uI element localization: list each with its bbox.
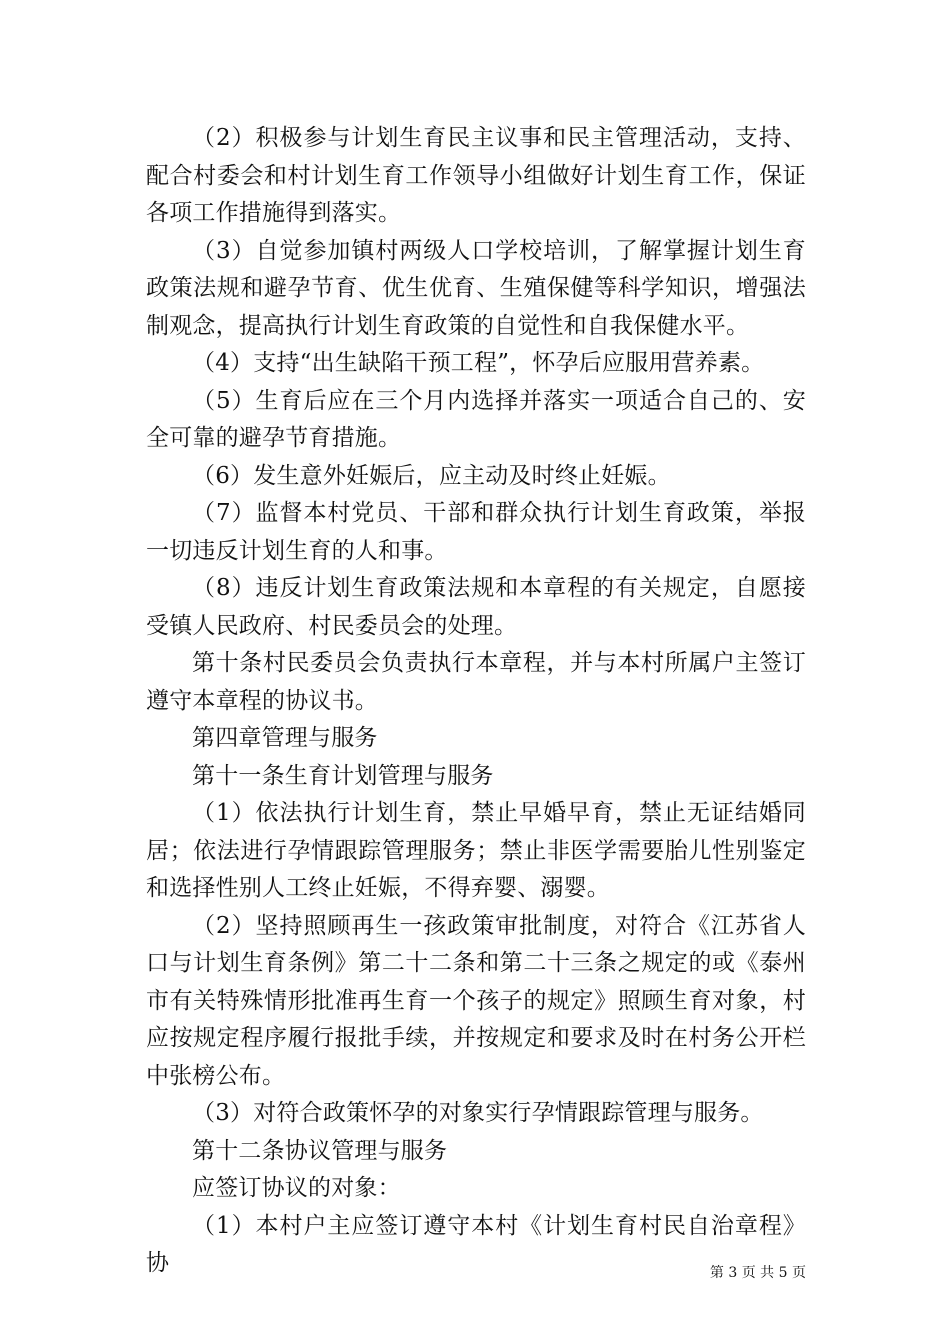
paragraph: （2）坚持照顾再生一孩政策审批制度，对符合《江苏省人口与计划生育条例》第二十二条和第二十三条之规定的或《泰州市有关特殊情形批准再生育一个孩子的规定》照顾生育对象，村应按规定程序履行报批手续，并按规定和要求及时在村务公开栏中张榜公布。 bbox=[146, 912, 806, 1089]
paragraph: （3）自觉参加镇村两级人口学校培训，了解掌握计划生育政策法规和避孕节育、优生优育、生殖保健等科学知识，增强法制观念，提高执行计划生育政策的自觉性和自我保健水平。 bbox=[146, 237, 806, 339]
paragraph: （4）支持“出生缺陷干预工程”，怀孕后应服用营养素。 bbox=[192, 350, 765, 376]
paragraph: （6）发生意外妊娠后，应主动及时终止妊娠。 bbox=[192, 462, 671, 489]
paragraph: 第十条村民委员会负责执行本章程，并与本村所属户主签订遵守本章程的协议书。 bbox=[146, 650, 806, 714]
paragraph: （3）对符合政策怀孕的对象实行孕情跟踪管理与服务。 bbox=[192, 1100, 764, 1126]
document-body bbox=[146, 120, 806, 1283]
paragraph: （7）监督本村党员、干部和群众执行计划生育政策，举报一切违反计划生育的人和事。 bbox=[146, 500, 806, 564]
paragraph: （5）生育后应在三个月内选择并落实一项适合自己的、安全可靠的避孕节育措施。 bbox=[146, 387, 806, 451]
page-number: 第 3 页 共 5 页 bbox=[709, 1265, 806, 1281]
article-heading: 第十一条生育计划管理与服务 bbox=[192, 762, 494, 789]
paragraph: （2）积极参与计划生育民主议事和民主管理活动，支持、配合村委会和村计划生育工作领导小组做好计划生育工作，保证各项工作措施得到落实。 bbox=[146, 125, 806, 226]
paragraph: （8）违反计划生育政策法规和本章程的有关规定，自愿接受镇人民政府、村民委员会的处理。 bbox=[146, 575, 806, 639]
paragraph: 应签订协议的对象： bbox=[192, 1175, 401, 1201]
paragraph: （1）本村户主应签订遵守本村《计划生育村民自治章程》协 bbox=[146, 1212, 806, 1276]
chapter-heading: 第四章管理与服务 bbox=[192, 725, 378, 751]
article-heading: 第十二条协议管理与服务 bbox=[192, 1137, 448, 1164]
paragraph: （1）依法执行计划生育，禁止早婚早育，禁止无证结婚同居；依法进行孕情跟踪管理服务；禁止非医学需要胎儿性别鉴定和选择性别人工终止妊娠，不得弃婴、溺婴。 bbox=[146, 800, 806, 901]
